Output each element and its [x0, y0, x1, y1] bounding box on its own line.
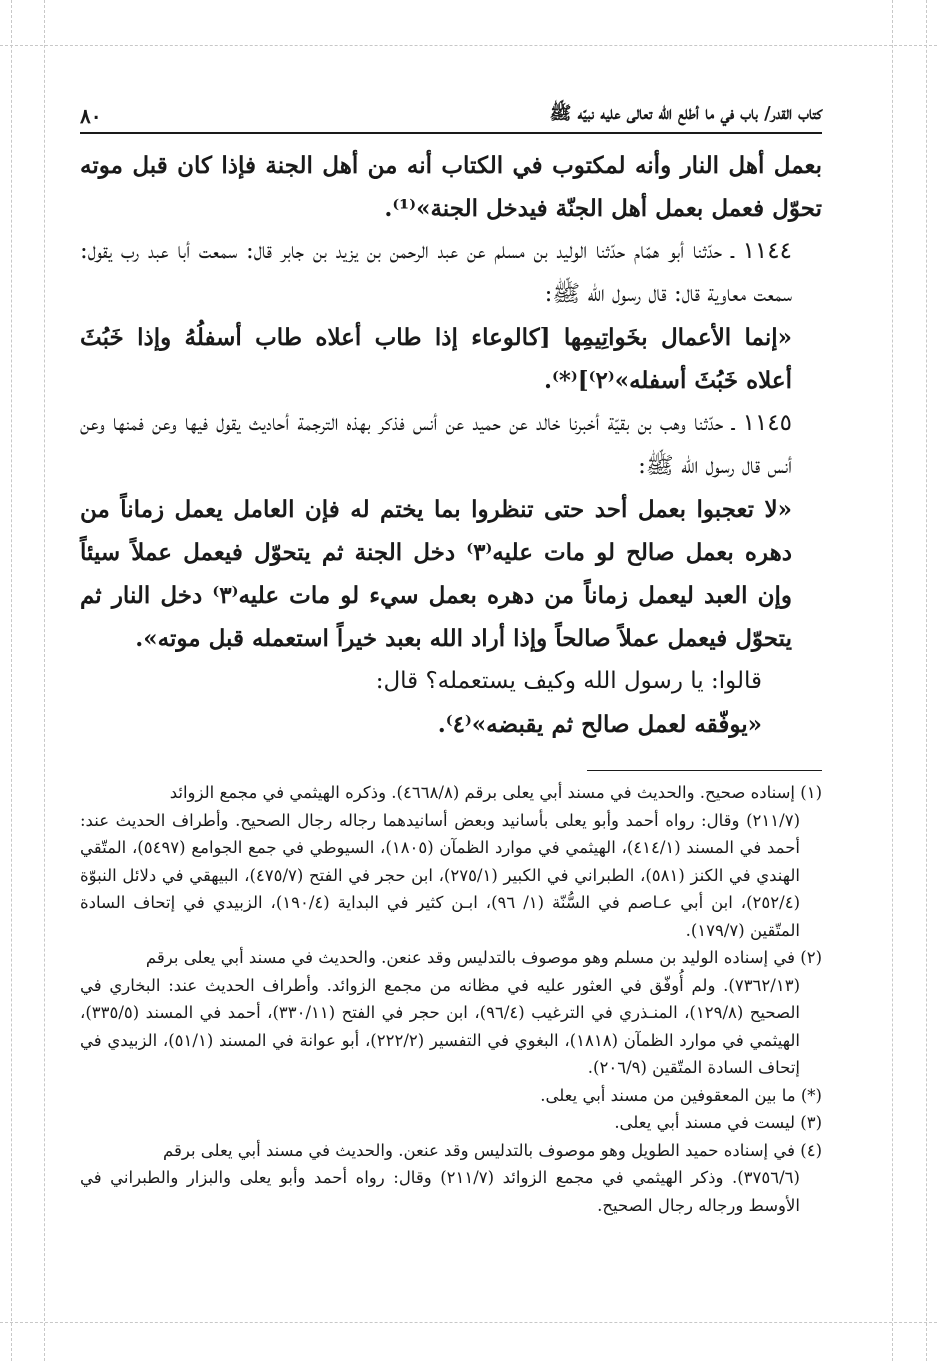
hadith-1144-isnad: ١١٤٤ ـ حدّثنا أبو همّام حدّثنا الوليد بن مسلم عن عبد الرحمن بن يزيد بن جابر قال: سمعت أبا عبد رب يقول: سمعت معاوية قال: قال رسول الله ﷺ: [80, 238, 792, 307]
footnote-text: في إسناده الوليد بن مسلم وهو موصوف بالتدليس وقد عنعن. والحديث في مسند أبي يعلى برقم [145, 948, 795, 967]
footnote-2 [80, 944, 822, 972]
footnote-text: إسناده صحيح. والحديث في مسند أبي يعلى برقم (٤٦٦٨/٨). وذكره الهيثمي في مجمع الزوائد [169, 783, 795, 802]
guide-line [0, 45, 937, 46]
footnote-star [80, 1082, 822, 1110]
footnote-1 [80, 779, 822, 807]
footnote-text: في إسناده حميد الطويل وهو موصوف بالتدليس وقد عنعن. والحديث في مسند أبي يعلى برقم [162, 1140, 795, 1160]
footnote-text: ما بين المعقوفين من مسند أبي يعلى. [540, 1085, 796, 1105]
main-text [80, 144, 822, 746]
guide-line [0, 1322, 937, 1323]
footnote-number: (١) [800, 783, 822, 802]
page-number: ٨٠ [80, 104, 102, 128]
footnote-1-continued: (٢١١/٧) وقال: رواه أحمد وأبو يعلى بأسانيد وبعض أسانيدهما رجاله رجال الصحيح. وأطراف الحديث عند: أحمد في المسند (٤١٤/١)، الهيثمي في موارد الظمآن (١٨٠٥)، السيوطي في جمع الجوامع (٥٤٩٧)، المتّقي الهندي في الكنز (٥٨١)، الطبراني في الكبير (٢٧٥/١)، ابن حجر في الفتح (٤٧٥/٧)، البيهقي في دلائل النبوّة (٢٥٢/٤)، ابن أبي عـاصم في السُّنّة (١/ ٩٦)، ابـن كثير في البداية (١٩٠/٤)، الزبيدي في إتحاف السادة المتّقين (١٧٩/٧). [80, 810, 801, 940]
footnote-text: ليست في مسند أبي يعلى. [614, 1113, 795, 1132]
guide-line [892, 0, 893, 1361]
footnote-4 [80, 1137, 822, 1165]
footnote-4-continued: (٣٧٥٦/٦). وذكر الهيثمي في مجمع الزوائد (٢١١/٧) وقال: رواه أحمد وأبو يعلى والبزار والطبراني في الأوسط ورجاله رجال الصحيح. [80, 1168, 800, 1215]
guide-line [44, 0, 45, 1361]
hadith-1145-isnad: ١١٤٥ ـ حدّثنا وهب بن بقيّة أخبرنا خالد عن حميد عن أنس فذكر بهذه الترجمة أحاديث يقول فيها وعن فمنها وعن أنس قال رسول الله ﷺ: [80, 410, 793, 479]
footnote-2-continued: (٧٣٦٢/١٣). ولم أُوفّق في العثور عليه في مظانه من مجمع الزوائد. وأطراف الحديث عند: البخاري في الصحيح (١٢٩/٨)، المنـذري في الترغيب (٩٦/٤)، ابن حجر في الفتح (٣٣٠/١١)، أحمد في المسند (٣٣٥/٥)، الهيثمي في موارد الظمآن (١٨١٨)، البغوي في التفسير (٢٢٢/٢)، أبو عوانة في المسند (٥١/١)، الزبيدي في إتحاف السادة المتّقين (٢٠٦/٩). [80, 975, 800, 1077]
guide-line [926, 0, 927, 1361]
paragraph-continuation: بعمل أهل النار وأنه لمكتوب في الكتاب أنه من أهل الجنة فإذا كان قبل موته تحوّل فعمل بعمل أهل الجنّة فيدخل الجنة»⁽¹⁾. [80, 152, 822, 222]
hadith-1145-matn: «لا تعجبوا بعمل أحد حتى تنظروا بما يختم له فإن العامل يعمل زماناً من دهره بعمل صالح لو مات عليه⁽٣⁾ دخل الجنة ثم يتحوّل فيعمل عملاً سيئاً وإن العبد ليعمل زماناً من دهره بعمل سيء لو مات عليه⁽٣⁾ دخل النار ثم يتحوّل فيعمل عملاً صالحاً وإذا أراد الله بعبد خيراً استعمله قبل موته». [80, 496, 793, 652]
hadith-1144-matn: «إنما الأعمال بخَواتِيمِها [كالوعاء إذا طاب أعلاه طاب أسفلُهُ وإذا خَبُثَ أعلاه خَبُثَ أسفله»⁽٢⁾]⁽*⁾. [80, 324, 792, 394]
footnote-number: (٣) [800, 1113, 822, 1132]
prophet-answer: «يوفّقه لعمل صالح ثم يقبضه»⁽٤⁾. [437, 711, 762, 738]
book-page [80, 88, 822, 1219]
footnotes [80, 779, 822, 1219]
footnote-number: (*) [800, 1085, 822, 1105]
guide-line [11, 0, 12, 1361]
footnote-number: (٤) [800, 1140, 822, 1160]
footnote-separator [587, 770, 822, 771]
footnote-number: (٢) [800, 948, 822, 967]
running-header [80, 88, 822, 134]
footnote-3 [80, 1109, 822, 1137]
companions-question: قالوا: يا رسول الله وكيف يستعمله؟ قال: [375, 668, 762, 694]
running-title: كتاب القدر/ باب في ما أطلع الله تعالى عليه نبيّه ﷺ [549, 103, 822, 124]
